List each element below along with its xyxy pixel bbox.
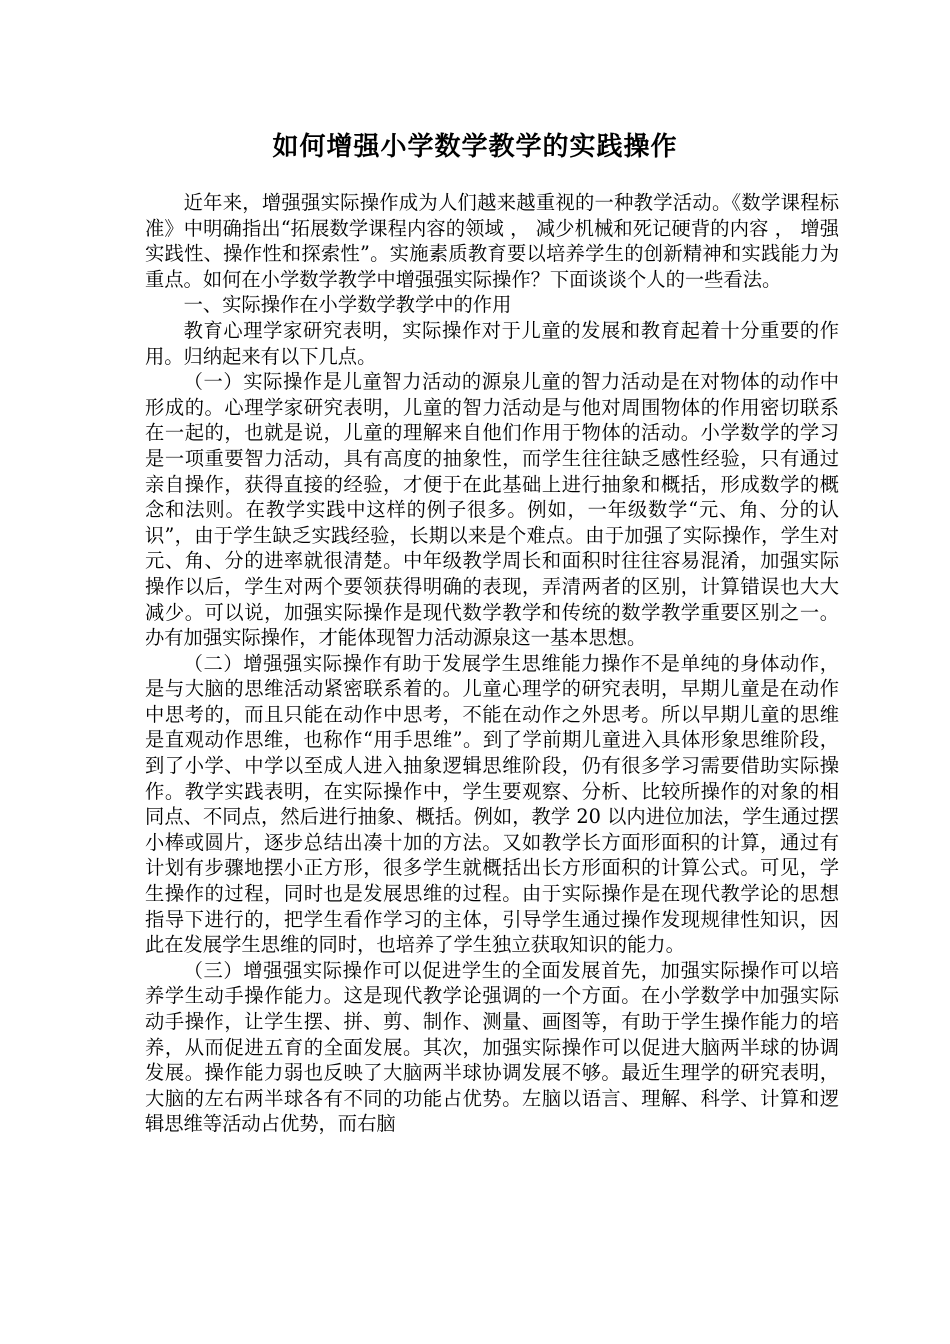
document-body <box>145 190 839 1137</box>
paragraph-point-1: （一）实际操作是儿童智力活动的源泉儿童的智力活动是在对物体的动作中形成的。心理学家研究表明，儿童的智力活动是与他对周围物体的作用密切联系在一起的，也就是说，儿童的理解来自他们作用于物体的活动。小学数学的学习是一项重要智力活动，具有高度的抽象性，而学生往往缺乏感性经验，只有通过亲自操作，获得直接的经验，才便于在此基础上进行抽象和概括，形成数学的概念和法则。在教学实践中这样的例子很多。例如，一年级数学“元、角、分的认识”，由于学生缺乏实践经验，长期以来是个难点。由于加强了实际操作，学生对元、角、分的进率就很清楚。中年级教学周长和面积时往往容易混淆，加强实际操作以后，学生对两个要领获得明确的表现，弄清两者的区别，计算错误也大大减少。可以说，加强实际操作是现代数学教学和传统的数学教学重要区别之一。办有加强实际操作，才能体现智力活动源泉这一基本思想。 <box>145 370 839 650</box>
paragraph-point-3: （三）增强强实际操作可以促进学生的全面发展首先，加强实际操作可以培养学生动手操作能力。这是现代教学论强调的一个方面。在小学数学中加强实际动手操作，让学生摆、拼、剪、制作、测量、画图等，有助于学生操作能力的培养，从而促进五育的全面发展。其次，加强实际操作可以促进大脑两半球的协调发展。操作能力弱也反映了大脑两半球协调发展不够。最近生理学的研究表明，大脑的左右两半球各有不同的功能占优势。左脑以语言、理解、科学、计算和逻辑思维等活动占优势，而右脑 <box>145 958 839 1136</box>
document-title: 如何增强小学数学教学的实践操作 <box>272 132 678 162</box>
paragraph-point-2: （二）增强强实际操作有助于发展学生思维能力操作不是单纯的身体动作，是与大脑的思维活动紧密联系着的。儿童心理学的研究表明，早期儿童是在动作中思考的，而且只能在动作中思考，不能在动作之外思考。所以早期儿童的思维是直观动作思维，也称作“用手思维”。到了学前期儿童进入具体形象思维阶段，到了小学、中学以至成人进入抽象逻辑思维阶段，仍有很多学习需要借助实际操作。教学实践表明，在实际操作中，学生要观察、分析、比较所操作的对象的相同点、不同点，然后进行抽象、概括。例如，教学 20 以内进位加法，学生通过摆小棒或圆片，逐步总结出凑十加的方法。又如教学长方面形面积的计算，通过有计划有步骤地摆小正方形，很多学生就概括出长方形面积的计算公式。可见，学生操作的过程，同时也是发展思维的过程。由于实际操作是在现代教学论的思想指导下进行的，把学生看作学习的主体，引导学生通过操作发现规律性知识，因此在发展学生思维的同时，也培养了学生独立获取知识的能力。 <box>145 651 839 957</box>
paragraph-overview: 教育心理学家研究表明，实际操作对于儿童的发展和教育起着十分重要的作用。归纳起来有以下几点。 <box>145 318 839 368</box>
section-heading-1: 一、实际操作在小学数学教学中的作用 <box>183 293 512 317</box>
paragraph-intro: 近年来，增强强实际操作成为人们越来越重视的一种教学活动。《数学课程标准》中明确指出“拓展数学课程内容的领域 ， 减少机械和死记硬背的内容 ， 增强实践性、操作性和探索性”。实施素质教育要以培养学生的创新精神和实践能力为重点。如何在小学数学教学中增强强实际操作？下面谈谈个人的一些看法。 <box>145 191 839 291</box>
